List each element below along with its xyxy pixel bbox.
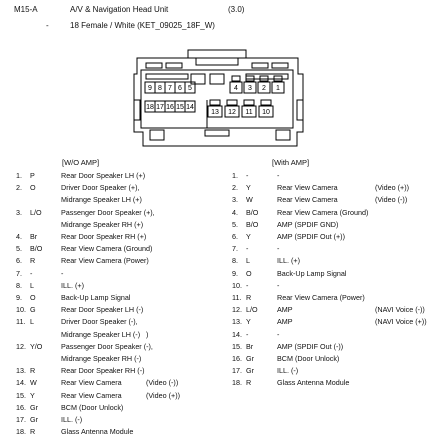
pin-col: Y: [30, 390, 35, 400]
pin-extra: (Video (-)): [375, 195, 408, 205]
pin-num: 1.: [232, 171, 238, 180]
connector-housing: [134, 58, 303, 146]
pin-desc: AMP (SPDIF GND): [277, 219, 339, 229]
pin-desc: ILL. (+): [61, 280, 84, 290]
pin-desc: Rear View Camera (Ground): [277, 207, 369, 217]
pin-col: R: [246, 293, 252, 302]
connector-pin-number: 4: [234, 85, 238, 92]
pin-desc: Rear View Camera: [277, 183, 338, 193]
pin-col: Br: [246, 341, 254, 351]
pin-num: 8.: [16, 280, 22, 290]
pin-col: R: [30, 256, 36, 266]
pin-num: 16.: [16, 402, 26, 412]
pin-col: P: [30, 171, 35, 180]
connector-pin-number: 7: [168, 85, 172, 92]
pin-num: 14.: [232, 329, 242, 339]
pin-col: -: [30, 268, 33, 278]
connector-pin-number: 3: [248, 85, 252, 92]
connector-pin-number: 10: [262, 109, 270, 116]
pin-desc: Midrange Speaker RH (-): [61, 354, 142, 363]
pin-desc: Midrange Speaker LH (+): [61, 195, 142, 205]
pin-desc: ILL. (-): [277, 366, 299, 376]
connector-pin-cell: [165, 101, 175, 112]
connector-latch: [188, 50, 246, 58]
pin-desc: AMP: [277, 305, 293, 315]
connector-pin-number: 18: [146, 104, 154, 111]
connector-pin-cell: [208, 100, 222, 117]
pin-num: 6.: [16, 256, 22, 266]
connector-pin-number: 8: [158, 85, 162, 92]
pin-col: -: [246, 280, 249, 290]
pin-col: O: [246, 268, 252, 278]
pin-extra: (Video (+)): [146, 390, 181, 400]
component-title: A/V & Navigation Head Unit: [70, 5, 169, 14]
pin-col: Y: [246, 232, 251, 241]
pin-desc: AMP: [277, 317, 293, 327]
pin-num: 17.: [16, 415, 26, 424]
pin-extra: ): [146, 329, 149, 339]
connector-pin-number: 2: [262, 85, 266, 92]
connector-pin-number: 14: [186, 104, 194, 111]
pin-num: 4.: [16, 232, 22, 241]
pin-col: -: [246, 329, 249, 339]
pin-num: 11.: [16, 317, 26, 327]
pin-col: L: [30, 317, 34, 327]
pin-num: 4.: [232, 207, 238, 217]
connector-code: M15-A: [14, 5, 38, 14]
pin-num: 8.: [232, 256, 238, 266]
pin-num: 2.: [232, 183, 238, 193]
pin-extra: (NAVI Voice (-)): [375, 305, 425, 315]
pin-desc: AMP (SPDIF Out (+)): [277, 232, 345, 241]
pin-num: 3.: [232, 195, 238, 205]
pin-num: 7.: [232, 244, 238, 254]
pin-num: 5.: [16, 244, 22, 254]
pin-desc: ILL. (+): [277, 256, 300, 266]
pin-col: Gr: [30, 415, 38, 424]
connector-diagram: [0, 0, 404, 150]
pin-col: Gr: [30, 402, 38, 412]
pin-desc: BCM (Door Unlock): [61, 402, 124, 412]
pin-col: R: [30, 366, 36, 376]
pin-num: 13.: [16, 366, 26, 376]
pin-desc: -: [277, 329, 280, 339]
connector-pin-number: 6: [178, 85, 182, 92]
pin-desc: -: [277, 280, 280, 290]
pin-extra: (Video (-)): [146, 378, 179, 388]
pin-num: 2.: [16, 183, 22, 193]
pin-num: 9.: [16, 293, 22, 302]
connector-pin-number: 16: [166, 104, 174, 111]
connector-pin-cell: [242, 100, 256, 117]
pin-col: W: [30, 378, 37, 388]
pin-desc: BCM (Door Unlock): [277, 354, 340, 363]
connector-pin-number: 9: [148, 85, 152, 92]
pin-num: 1.: [16, 171, 22, 180]
pin-col: Gr: [246, 366, 254, 376]
connector-pin-number: 13: [211, 109, 219, 116]
pin-desc: Midrange Speaker LH (-): [61, 329, 141, 339]
pin-num: 12.: [232, 305, 242, 315]
pin-col: L: [246, 256, 250, 266]
pin-desc: Passenger Door Speaker (-),: [61, 341, 153, 351]
pin-desc: ILL. (-): [61, 415, 83, 424]
pin-num: 13.: [232, 317, 242, 327]
pin-desc: -: [61, 268, 64, 278]
pin-num: 14.: [16, 378, 26, 388]
pin-desc: Rear View Camera (Power): [277, 293, 365, 302]
pin-col: Y: [246, 183, 251, 193]
pin-desc: Rear Door Speaker LH (-): [61, 305, 144, 315]
pin-num: 16.: [232, 354, 242, 363]
connector-pin-number: 12: [228, 109, 236, 116]
pin-desc: Rear View Camera: [277, 195, 338, 205]
pin-desc: -: [277, 171, 280, 180]
pin-col: W: [246, 195, 253, 205]
connector-pin-number: 1: [276, 85, 280, 92]
connector-pin-cell: [155, 82, 165, 93]
pin-col: G: [30, 305, 36, 315]
pin-col: B/O: [30, 244, 43, 254]
pin-desc: Rear Door Speaker RH (+): [61, 232, 147, 241]
with-amp-title: [With AMP]: [272, 158, 310, 167]
pin-desc: Back-Up Lamp Signal: [61, 293, 131, 302]
pin-num: 6.: [232, 232, 238, 241]
pin-desc: Glass Antenna Module: [277, 378, 350, 388]
pin-col: B/O: [246, 219, 259, 229]
connector-pin-cell: [259, 100, 273, 117]
connector-pin-number: 17: [156, 104, 164, 111]
connector-pin-cell: [175, 82, 185, 93]
pin-desc: Rear View Camera (Ground): [61, 244, 153, 254]
pin-extra: (Video (+)): [375, 183, 410, 193]
pin-num: 18.: [16, 427, 26, 437]
pin-desc: -: [277, 244, 280, 254]
pin-num: 15.: [16, 390, 26, 400]
pin-desc: AMP (SPDIF Out (-)): [277, 341, 344, 351]
pin-num: 11.: [232, 293, 242, 302]
pin-num: 10.: [232, 280, 242, 290]
pin-desc: Rear View Camera: [61, 390, 122, 400]
pin-col: L/O: [246, 305, 258, 315]
connector-pin-cell: [175, 101, 185, 112]
pin-col: O: [30, 293, 36, 302]
connector-pin-cell: [155, 101, 165, 112]
pin-desc: Driver Door Speaker (+),: [61, 183, 140, 193]
pin-col: Br: [30, 232, 38, 241]
connector-pin-cell: [145, 82, 155, 93]
pin-col: -: [246, 244, 249, 254]
pin-desc: Back-Up Lamp Signal: [277, 268, 347, 278]
pin-desc: Passenger Door Speaker (+),: [61, 207, 155, 217]
pin-num: 3.: [16, 207, 22, 217]
pin-col: R: [246, 378, 252, 388]
pin-col: R: [30, 427, 36, 437]
pin-num: 17.: [232, 366, 242, 376]
connector-description: 18 Female / White (KET_09025_18F_W): [70, 21, 215, 30]
connector-pin-cell: [185, 101, 195, 112]
version-label: (3.0): [228, 5, 245, 14]
connector-pin-number: 11: [245, 109, 253, 116]
header-dash: -: [46, 21, 49, 30]
connector-pin-number: 5: [188, 85, 192, 92]
pin-col: Y: [246, 317, 251, 327]
pin-desc: Rear View Camera (Power): [61, 256, 149, 266]
pin-col: L: [30, 280, 34, 290]
connector-pin-cell: [165, 82, 175, 93]
pin-col: O: [30, 183, 36, 193]
pin-col: Y/O: [30, 341, 43, 351]
pin-num: 15.: [232, 341, 242, 351]
connector-pin-cell: [225, 100, 239, 117]
pin-num: 12.: [16, 341, 26, 351]
pin-desc: Driver Door Speaker (-),: [61, 317, 138, 327]
pin-num: 9.: [232, 268, 238, 278]
pin-desc: Rear View Camera: [61, 378, 122, 388]
connector-pin-cell: [145, 101, 155, 112]
pin-num: 7.: [16, 268, 22, 278]
pin-num: 10.: [16, 305, 26, 315]
pin-num: 5.: [232, 219, 238, 229]
pin-desc: Glass Antenna Module: [61, 427, 134, 437]
pin-desc: Rear Door Speaker LH (+): [61, 171, 146, 180]
pin-extra: (NAVI Voice (+)): [375, 317, 427, 327]
pin-col: Gr: [246, 354, 254, 363]
connector-pin-cell: [230, 76, 242, 93]
pin-num: 18.: [232, 378, 242, 388]
pin-col: B/O: [246, 207, 259, 217]
pin-col: L/O: [30, 207, 42, 217]
connector-rib: [146, 63, 162, 68]
wo-amp-title: [W/O AMP]: [62, 158, 100, 167]
pin-desc: Rear Door Speaker RH (-): [61, 366, 145, 376]
pin-desc: Midrange Speaker RH (+): [61, 219, 144, 229]
pin-col: -: [246, 171, 249, 180]
connector-pin-number: 15: [176, 104, 184, 111]
